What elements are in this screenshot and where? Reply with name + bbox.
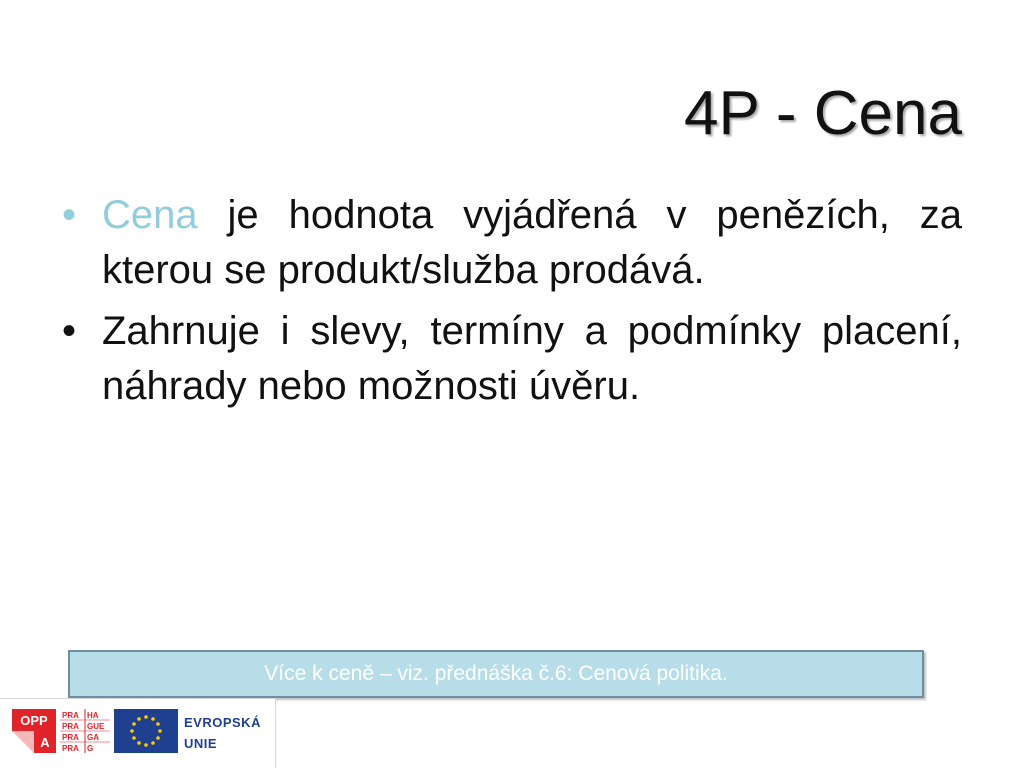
eu-flag-logo	[114, 709, 178, 753]
eu-label-line-2: UNIE	[184, 736, 218, 751]
svg-text:PRA: PRA	[62, 711, 79, 720]
svg-text:PRA: PRA	[62, 722, 79, 731]
svg-text:PRA: PRA	[62, 733, 79, 742]
svg-text:GUE: GUE	[87, 722, 105, 731]
note-box	[68, 650, 924, 698]
bullet-list	[62, 188, 962, 420]
oppa-logo-text-2: A	[40, 735, 50, 750]
slide-title: 4P - Cena	[683, 79, 962, 148]
svg-text:HA: HA	[87, 711, 99, 720]
note-text: Více k ceně – viz. přednáška č.6: Cenová politika.	[264, 662, 728, 685]
bullet-marker: •	[62, 309, 77, 353]
svg-text:GA: GA	[87, 733, 99, 742]
oppa-logo-text-1: OPP	[20, 713, 48, 728]
eu-label	[184, 712, 261, 754]
svg-text:G: G	[87, 744, 94, 753]
bullet-keyword: Cena	[102, 193, 198, 237]
eu-label-line-1: EVROPSKÁ	[184, 715, 261, 730]
footer-logo-bar	[0, 698, 276, 768]
bullet-item	[62, 188, 962, 298]
bullet-marker: •	[62, 193, 77, 237]
bullet-text: je hodnota vyjádřená v penězích, za kterou se produkt/služba prodává.	[102, 193, 962, 292]
bullet-item	[62, 304, 962, 414]
praha-logo	[60, 709, 110, 753]
svg-text:PRA: PRA	[62, 744, 79, 753]
oppa-logo	[12, 709, 56, 753]
bullet-text: Zahrnuje i slevy, termíny a podmínky placení, náhrady nebo možnosti úvěru.	[102, 309, 962, 408]
